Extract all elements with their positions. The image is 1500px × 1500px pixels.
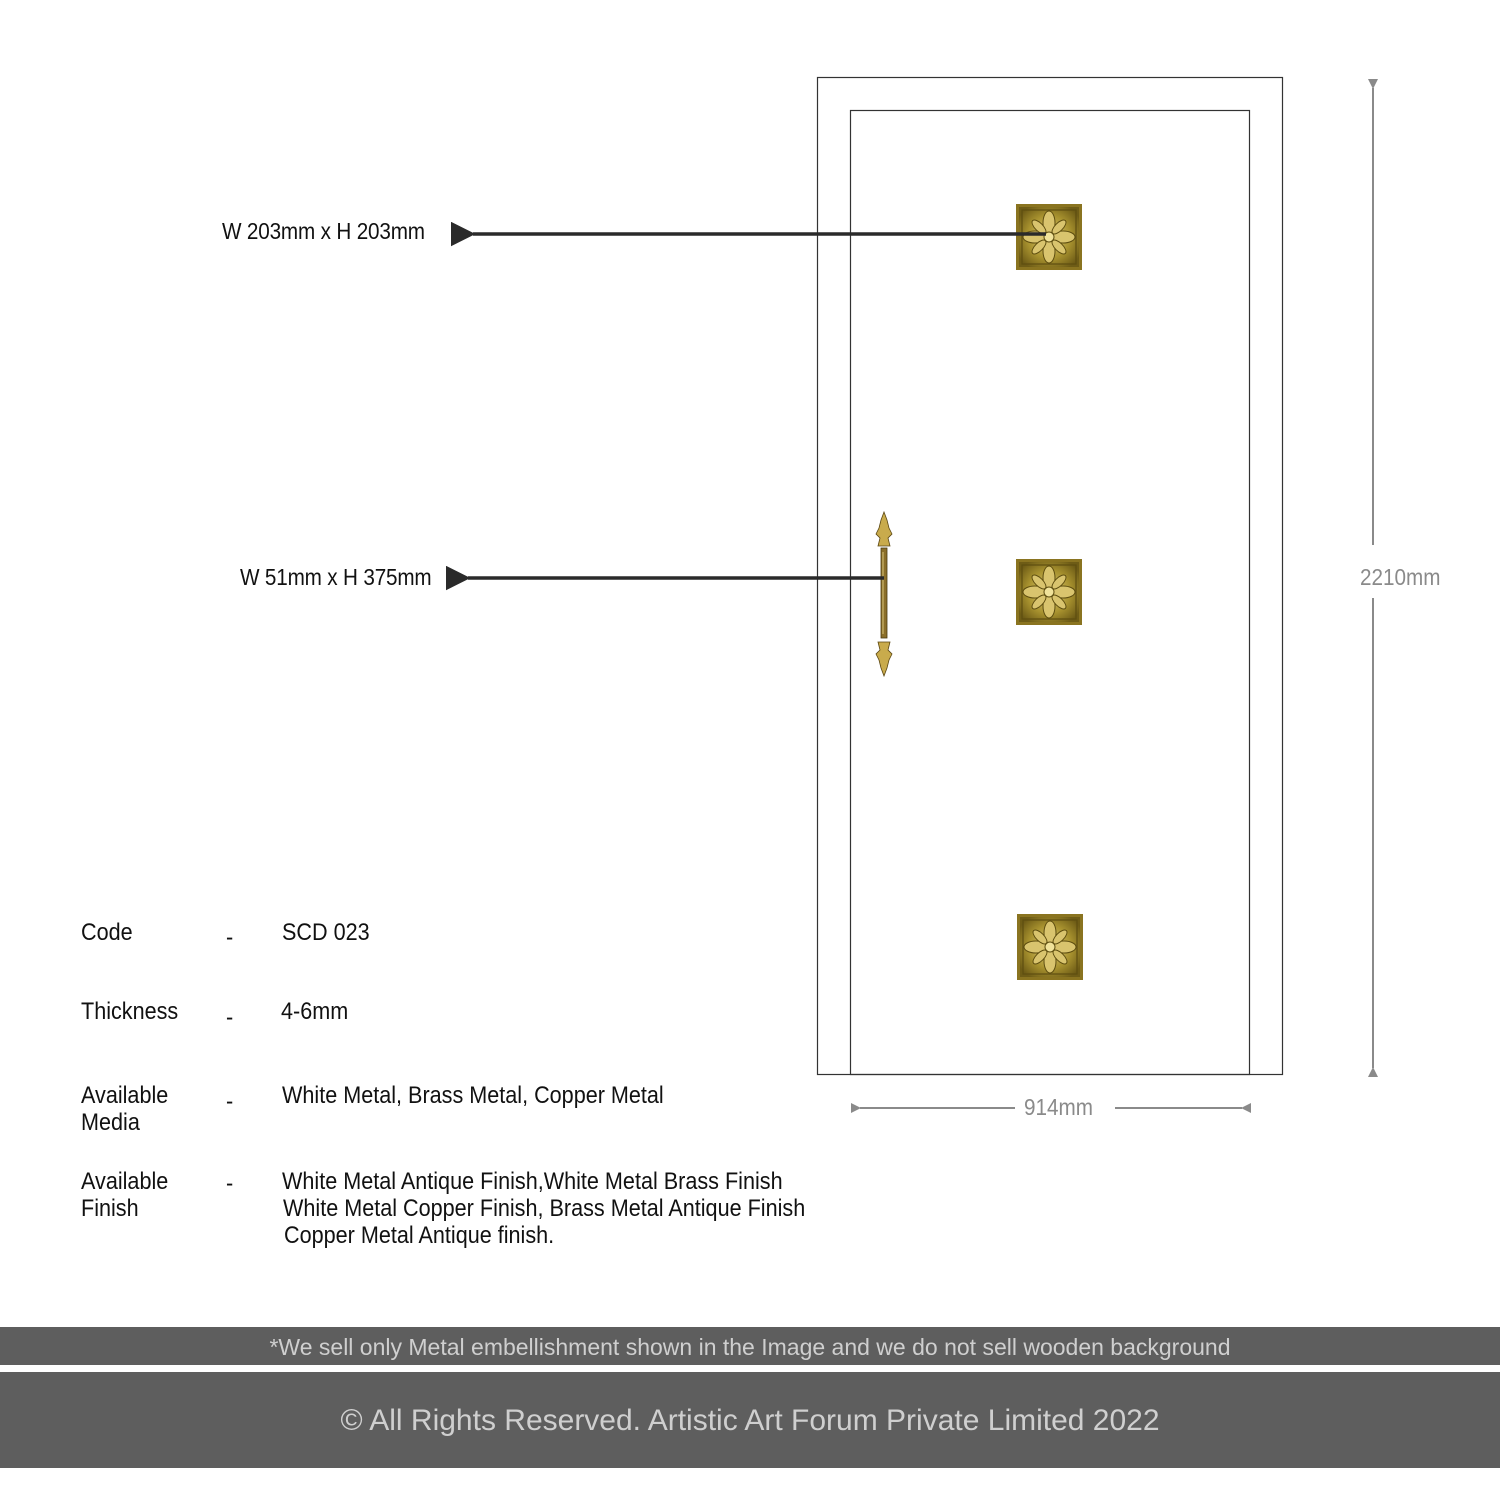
spec-media-separator: - <box>226 1088 234 1115</box>
disclaimer-text: *We sell only Metal embellishment shown in the Image and we do not sell wooden background <box>269 1334 1231 1360</box>
spec-thickness-value: 4-6mm <box>281 998 349 1025</box>
height-dimension-label: 2210mm <box>1360 564 1441 590</box>
spec-finish-value-line-3: Copper Metal Antique finish. <box>284 1222 555 1249</box>
spec-thickness-label: Thickness <box>81 998 179 1025</box>
ornament-top <box>1016 204 1082 270</box>
spec-code-value: SCD 023 <box>282 919 370 946</box>
spec-finish-separator: - <box>226 1170 234 1197</box>
spec-media-label: Available Media <box>81 1082 169 1136</box>
spec-media-value: White Metal, Brass Metal, Copper Metal <box>282 1082 664 1109</box>
ornament-middle <box>1016 559 1082 625</box>
ornament-bottom <box>1017 914 1083 980</box>
spec-finish-label: Available Finish <box>81 1168 169 1222</box>
copyright-text: © All Rights Reserved. Artistic Art Forum Private Limited 2022 <box>340 1404 1160 1437</box>
spec-code-label: Code <box>81 919 133 946</box>
spec-thickness-separator: - <box>226 1004 234 1031</box>
ornament-size-label: W 203mm x H 203mm <box>222 218 425 244</box>
width-dimension-label: 914mm <box>1024 1094 1094 1120</box>
door-handle <box>876 512 892 676</box>
handle-size-label: W 51mm x H 375mm <box>240 564 432 590</box>
spec-code-separator: - <box>226 924 234 951</box>
spec-finish-value-line-1: White Metal Antique Finish,White Metal Brass Finish <box>282 1168 783 1195</box>
spec-finish-value-line-2: White Metal Copper Finish, Brass Metal Antique Finish <box>283 1195 806 1222</box>
